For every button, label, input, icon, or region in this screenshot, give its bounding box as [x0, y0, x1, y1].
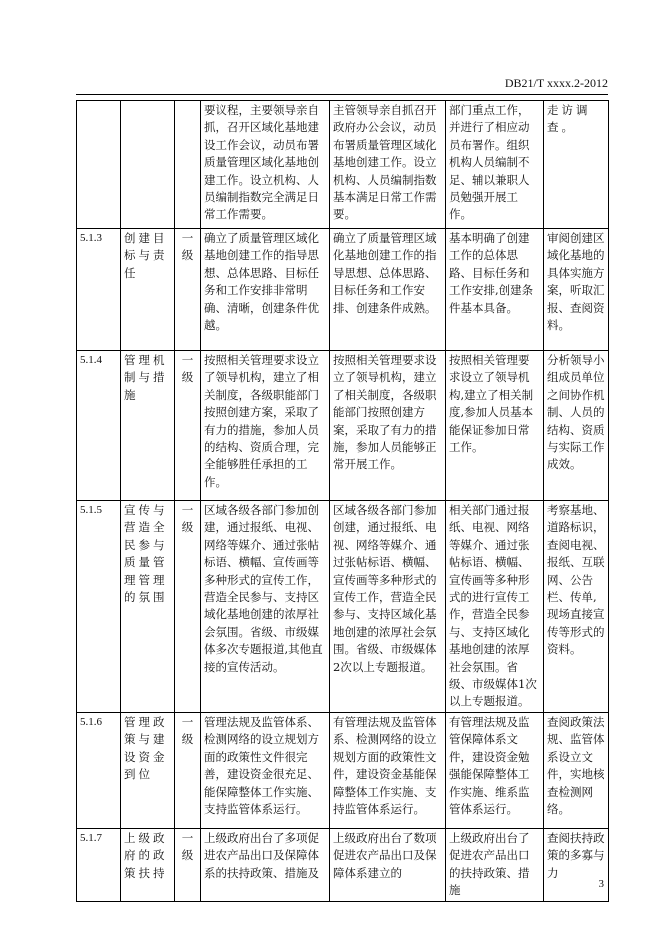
evaluation-table — [76, 100, 609, 902]
item-number: 5.1.3 — [77, 229, 121, 351]
table-row — [77, 712, 609, 828]
method-cell: 走访调查。 — [544, 101, 609, 229]
item-title: 上级政府的政策扶持 — [121, 828, 175, 901]
item-title — [121, 101, 175, 229]
item-title: 创建目标与责任 — [121, 229, 175, 351]
criteria-cell-2: 区域各级各部门参加创建，通过报纸、电视、网络等媒介、通过张帖标语、横幅、宣传画等多种形式的宣传工作，营造全民参与、支持区域化基地创建的浓厚社会氛围。省级、市级媒体2次以上专题报道。 — [330, 501, 446, 713]
item-title: 管理政策与建设资金到位 — [121, 712, 175, 828]
table-row — [77, 501, 609, 713]
table-row — [77, 229, 609, 351]
criteria-cell-3: 部门重点工作，并进行了相应动员布署作。组织机构人员编制不足、辅以兼职人员勉强开展工作。 — [446, 101, 544, 229]
method-cell: 查阅政策法规、监管体系设立文件，实地核查检测网络。 — [544, 712, 609, 828]
item-number: 5.1.5 — [77, 501, 121, 713]
item-level: 一级 — [175, 501, 201, 713]
header-rule — [76, 94, 608, 95]
table-row — [77, 828, 609, 901]
item-number — [77, 101, 121, 229]
table-row — [77, 351, 609, 501]
criteria-cell-3: 按照相关管理要求设立了领导机构,建立了相关制度,参加人员基本能保证参加日常工作。 — [446, 351, 544, 501]
criteria-cell-1: 上级政府出台了多项促进农产品出口及保障体系的扶持政策、措施及 — [201, 828, 330, 901]
method-cell: 查阅扶持政策的多寡与力 — [544, 828, 609, 901]
method-cell: 分析领导小组成员单位之间协作机制、人员的结构、资质与实际工作成效。 — [544, 351, 609, 501]
criteria-cell-3: 基本明确了创建工作的总体思路、目标任务和工作安排,创建条件基本具备。 — [446, 229, 544, 351]
criteria-cell-3: 上级政府出台了促进农产品出口的扶持政策、措施 — [446, 828, 544, 901]
method-cell: 考察基地、道路标识，查阅电视、报纸、互联网、公告栏、传单,现场直接宣传等形式的资料。 — [544, 501, 609, 713]
item-level: 一级 — [175, 351, 201, 501]
item-level: 一级 — [175, 712, 201, 828]
criteria-cell-1: 按照相关管理要求设立了领导机构，建立了相关制度，各级职能部门按照创建方案，采取了有力的措施，参加人员的结构、资质合理，完全能够胜任承担的工作。 — [201, 351, 330, 501]
item-level: 一级 — [175, 229, 201, 351]
criteria-cell-1: 区域各级各部门参加创建，通过报纸、电视、网络等媒介、通过张帖标语、横幅、宣传画等多种形式的宣传工作，营造全民参与、支持区域化基地创建的浓厚社会氛围。省级、市级媒体多次专题报道,其他直接的宣传活动。 — [201, 501, 330, 713]
criteria-cell-3: 相关部门通过报纸、电视、网络等媒介、通过张帖标语、横幅、宣传画等多种形式的进行宣传工作，营造全民参与、支持区域化基地创建的浓厚社会氛围。省级、市级媒体1次以上专题报道。 — [446, 501, 544, 713]
criteria-cell-3: 有管理法规及监管保障体系文件，建设资金勉强能保障整体工作实施、维系监管体系运行。 — [446, 712, 544, 828]
criteria-cell-2: 确立了质量管理区域化基地创建工作的指导思想、总体思路、目标任务和工作安排、创建条件成熟。 — [330, 229, 446, 351]
item-level — [175, 101, 201, 229]
item-number: 5.1.7 — [77, 828, 121, 901]
table-row — [77, 101, 609, 229]
criteria-cell-2: 上级政府出台了数项促进农产品出口及保障体系建立的 — [330, 828, 446, 901]
criteria-cell-1: 确立了质量管理区域化基地创建工作的指导思想、总体思路、目标任务和工作安排非常明确、清晰，创建条件优越。 — [201, 229, 330, 351]
criteria-cell-2: 有管理法规及监管体系、检测网络的设立规划方面的政策性文件，建设资金基能保障整体工作实施、支持监管体系运行。 — [330, 712, 446, 828]
item-title: 管理机制与措施 — [121, 351, 175, 501]
item-number: 5.1.4 — [77, 351, 121, 501]
item-level: 一级 — [175, 828, 201, 901]
criteria-cell-2: 按照相关管理要求设立了领导机构，建立了相关制度，各级职能部门按照创建方案，采取了有力的措施，参加人员能够正常开展工作。 — [330, 351, 446, 501]
item-title: 宣传与营造全民参与质量管理管理的氛围 — [121, 501, 175, 713]
document-code: DB21/T xxxx.2-2012 — [504, 76, 608, 90]
item-number: 5.1.6 — [77, 712, 121, 828]
criteria-cell-1: 要议程，主要领导亲自抓，召开区域化基地建设工作会议，动员布署质量管理区域化基地创建工作。设立机构、人员编制指数完全满足日常工作需要。 — [201, 101, 330, 229]
criteria-cell-1: 管理法规及监管体系、检测网络的设立规划方面的政策性文件很完善，建设资金很充足、能保障整体工作实施、支持监管体系运行。 — [201, 712, 330, 828]
method-cell: 审阅创建区域化基地的具体实施方案，听取汇报、查阅资料。 — [544, 229, 609, 351]
page-number: 3 — [598, 878, 604, 890]
criteria-cell-2: 主管领导亲自抓召开政府办公会议，动员布署质量管理区域化基地创建工作。设立机构、人员编制指数基本满足日常工作需要。 — [330, 101, 446, 229]
